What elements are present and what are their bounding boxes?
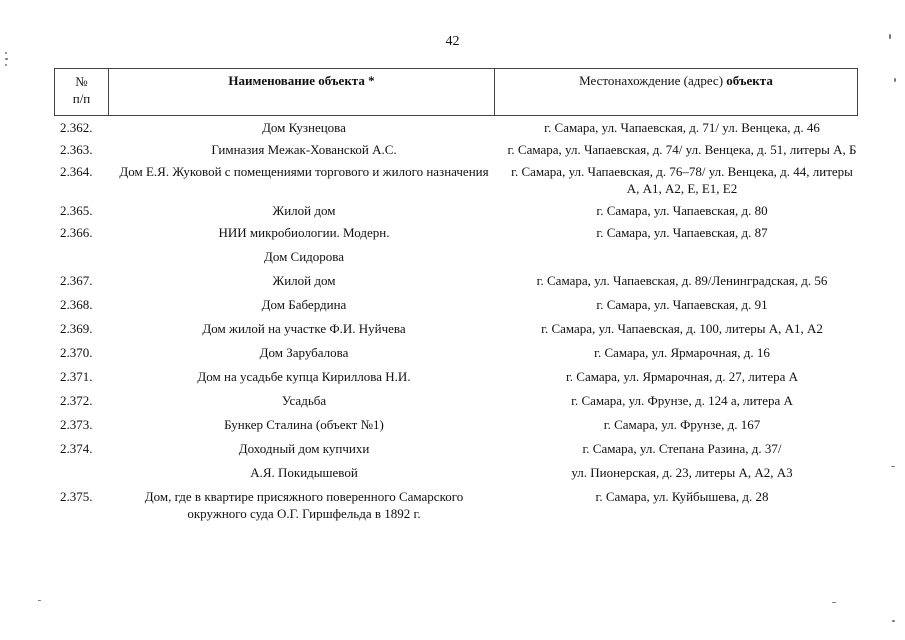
- object-name: Дом, где в квартире присяжного поверенного Самарского окружного суда О.Г. Гиршфельда в 1892 г.: [144, 489, 464, 521]
- object-address: г. Самара, ул. Чапаевская, д. 91: [596, 297, 768, 312]
- header-address-prefix: Местонахождение (адрес): [579, 73, 724, 88]
- row-number: 2.370.: [60, 345, 93, 360]
- row-number: 2.363.: [60, 142, 93, 157]
- table-row: [54, 141, 858, 158]
- table-header: [54, 68, 858, 116]
- object-address: г. Самара, ул. Степана Разина, д. 37/: [582, 441, 782, 456]
- object-name: А.Я. Покидышевой: [250, 465, 358, 480]
- object-address: г. Самара, ул. Чапаевская, д. 80: [596, 203, 768, 218]
- object-name: Дом Сидорова: [263, 249, 345, 264]
- object-address: г. Самара, ул. Чапаевская, д. 89/Ленинградская, д. 56: [536, 273, 828, 288]
- object-address: г. Самара, ул. Ярмарочная, д. 16: [594, 345, 770, 360]
- object-name: Жилой дом: [272, 203, 336, 218]
- table-row: [54, 202, 858, 219]
- table-row: [54, 272, 858, 289]
- scan-speck: [892, 620, 895, 622]
- scan-speck: [889, 34, 891, 39]
- object-name: Бункер Сталина (объект №1): [224, 417, 384, 432]
- object-name: Гимназия Межак-Хованской А.С.: [211, 142, 397, 157]
- row-number: 2.367.: [60, 273, 93, 288]
- scan-speck: [894, 78, 896, 82]
- scan-speck: [832, 602, 836, 603]
- scan-speck: [5, 64, 7, 66]
- scan-speck: [891, 466, 895, 467]
- object-address: г. Самара, ул. Куйбышева, д. 28: [595, 489, 769, 504]
- scan-speck: [5, 52, 7, 54]
- object-name: Дом Е.Я. Жуковой с помещениями торгового и жилого назначения: [119, 164, 489, 179]
- table-body: [54, 119, 858, 522]
- object-address: г. Самара, ул. Чапаевская, д. 76–78/ ул. Венцека, д. 44, литеры А, А1, А2, Е, Е1, Е2: [511, 164, 853, 196]
- table-row: [54, 119, 858, 136]
- object-name: Дом Бабердина: [261, 297, 347, 312]
- object-address: г. Самара, ул. Чапаевская, д. 74/ ул. Венцека, д. 51, литеры А, Б: [507, 142, 857, 157]
- header-object-name: Наименование объекта *: [109, 69, 495, 115]
- row-number: 2.375.: [60, 489, 93, 504]
- object-name: Дом жилой на участке Ф.И. Нуйчева: [202, 321, 406, 336]
- object-name: Дом Кузнецова: [262, 120, 346, 135]
- row-number: 2.366.: [60, 225, 93, 240]
- object-address: г. Самара, ул. Чапаевская, д. 87: [596, 225, 768, 240]
- table-row: [54, 464, 858, 481]
- row-number: 2.372.: [60, 393, 93, 408]
- row-number: 2.362.: [60, 120, 93, 135]
- row-number: [54, 248, 116, 265]
- object-address: г. Самара, ул. Фрунзе, д. 124 а, литера А: [571, 393, 793, 408]
- object-name: Доходный дом купчихи: [238, 441, 370, 456]
- row-number: 2.369.: [60, 321, 93, 336]
- row-number: [54, 464, 116, 481]
- row-number: 2.365.: [60, 203, 93, 218]
- object-name: Дом на усадьбе купца Кириллова Н.И.: [197, 369, 411, 384]
- table-row: [54, 296, 858, 313]
- header-number-cell: [55, 69, 109, 115]
- object-name: Жилой дом: [272, 273, 336, 288]
- table-row: [54, 163, 858, 197]
- row-number: 2.364.: [60, 164, 93, 179]
- scan-speck: [5, 58, 8, 60]
- object-address: г. Самара, ул. Фрунзе, д. 167: [603, 417, 761, 432]
- object-name: Дом Зарубалова: [259, 345, 349, 360]
- row-number: 2.368.: [60, 297, 93, 312]
- header-number-abbr: п/п: [72, 91, 91, 106]
- table-row: [54, 320, 858, 337]
- row-number: 2.373.: [60, 417, 93, 432]
- object-address: г. Самара, ул. Чапаевская, д. 100, литеры А, А1, А2: [541, 321, 823, 336]
- object-address: [492, 248, 858, 265]
- table-row: [54, 440, 858, 457]
- scan-speck: [38, 600, 41, 601]
- row-number: 2.374.: [60, 441, 93, 456]
- header-address-suffix: объекта: [723, 73, 773, 88]
- header-object-address: [495, 69, 857, 115]
- table-row: [54, 416, 858, 433]
- table-row: [54, 224, 858, 241]
- object-name: НИИ микробиологии. Модерн.: [218, 225, 390, 240]
- table-row: [54, 248, 858, 265]
- row-number: 2.371.: [60, 369, 93, 384]
- table-row: [54, 368, 858, 385]
- page-number: 42: [445, 34, 460, 49]
- table-row: [54, 488, 858, 522]
- object-address: ул. Пионерская, д. 23, литеры А, А2, А3: [571, 465, 793, 480]
- object-name: Усадьба: [281, 393, 327, 408]
- object-address: г. Самара, ул. Ярмарочная, д. 27, литера А: [565, 369, 799, 384]
- object-address: г. Самара, ул. Чапаевская, д. 71/ ул. Венцека, д. 46: [544, 120, 820, 135]
- header-number-symbol: №: [75, 74, 88, 89]
- table-row: [54, 392, 858, 409]
- table-row: [54, 344, 858, 361]
